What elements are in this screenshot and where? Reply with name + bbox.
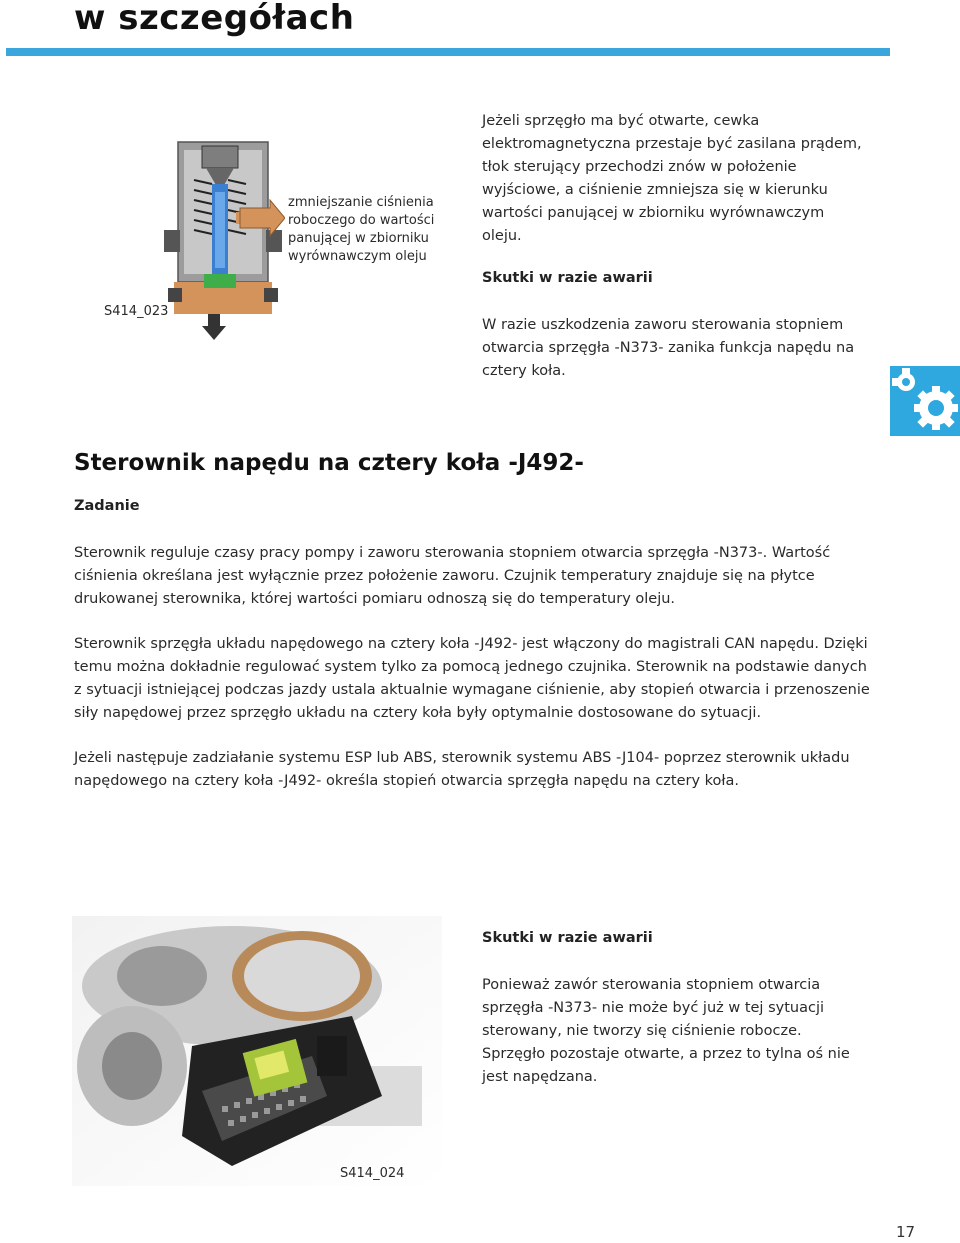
failure-effects-heading-2: Skutki w razie awarii [482,930,653,946]
failure-effects-paragraph-2: Ponieważ zawór sterowania stopniem otwarcia sprzęgła -N373- nie może być już w tej sytuacji sterowany, nie tworzy się ciśnienie robocze. Sprzęgło pozostaje otwarte, a przez to tylna oś nie jest napędzana. [482,977,850,1085]
gear-icon [890,366,960,436]
section-paragraph-3: Jeżeli następuje zadziałanie systemu ESP lub ABS, sterownik systemu ABS -J104- poprzez sterownik układu napędowego na cztery koła -J492- określa stopień otwarcia sprzęgła napędu na cztery koła. [74,750,850,789]
control-unit-figure [72,916,442,1186]
header-accent-bar [6,48,890,56]
figure1-code: S414_023 [104,304,169,319]
section-title: Sterownik napędu na cztery koła -J492- [74,450,584,476]
valve-release-paragraph: Jeżeli sprzęgło ma być otwarte, cewka elektromagnetyczna przestaje być zasilana prądem, tłok sterujący przechodzi znów w położenie wyjściowe, a ciśnienie zmniejsza się w kierunku wartości panującej w zbiorniku wyrównawczym oleju. [482,113,862,244]
task-heading: Zadanie [74,498,140,514]
figure2-code: S414_024 [340,1166,405,1181]
page-header-title: w szczegółach [74,0,355,38]
page-number: 17 [896,1223,916,1241]
failure-effects-heading-1: Skutki w razie awarii [482,270,653,286]
failure-effects-paragraph-1: W razie uszkodzenia zaworu sterowania stopniem otwarcia sprzęgła -N373- zanika funkcja napędu na cztery koła. [482,317,855,379]
valve-cross-section-figure [160,132,285,342]
figure1-caption: zmniejszanie ciśnienia roboczego do wartości panującej w zbiorniku wyrównawczym oleju [288,195,435,264]
section-paragraph-1: Sterownik reguluje czasy pracy pompy i zaworu sterowania stopniem otwarcia sprzęgła -N373-. Wartość ciśnienia określana jest wyłącznie przez położenie zaworu. Czujnik temperatury znajduje się na płytce drukowanej sterownika, której wartości pomiaru odnoszą się do temperatury oleju. [74,545,831,607]
section-paragraph-2: Sterownik sprzęgła układu napędowego na cztery koła -J492- jest włączony do magistrali CAN napędu. Dzięki temu można dokładnie regulować system tylko za pomocą jednego czujnika. Sterownik na podstawie danych z sytuacji istniejącej podczas jazdy ustala aktualnie wymagane ciśnienie, aby stopień otwarcia i przenoszenie siły napędowej przez sprzęgło układu na cztery koła były optymalnie dostosowane do sytuacji. [74,636,870,721]
